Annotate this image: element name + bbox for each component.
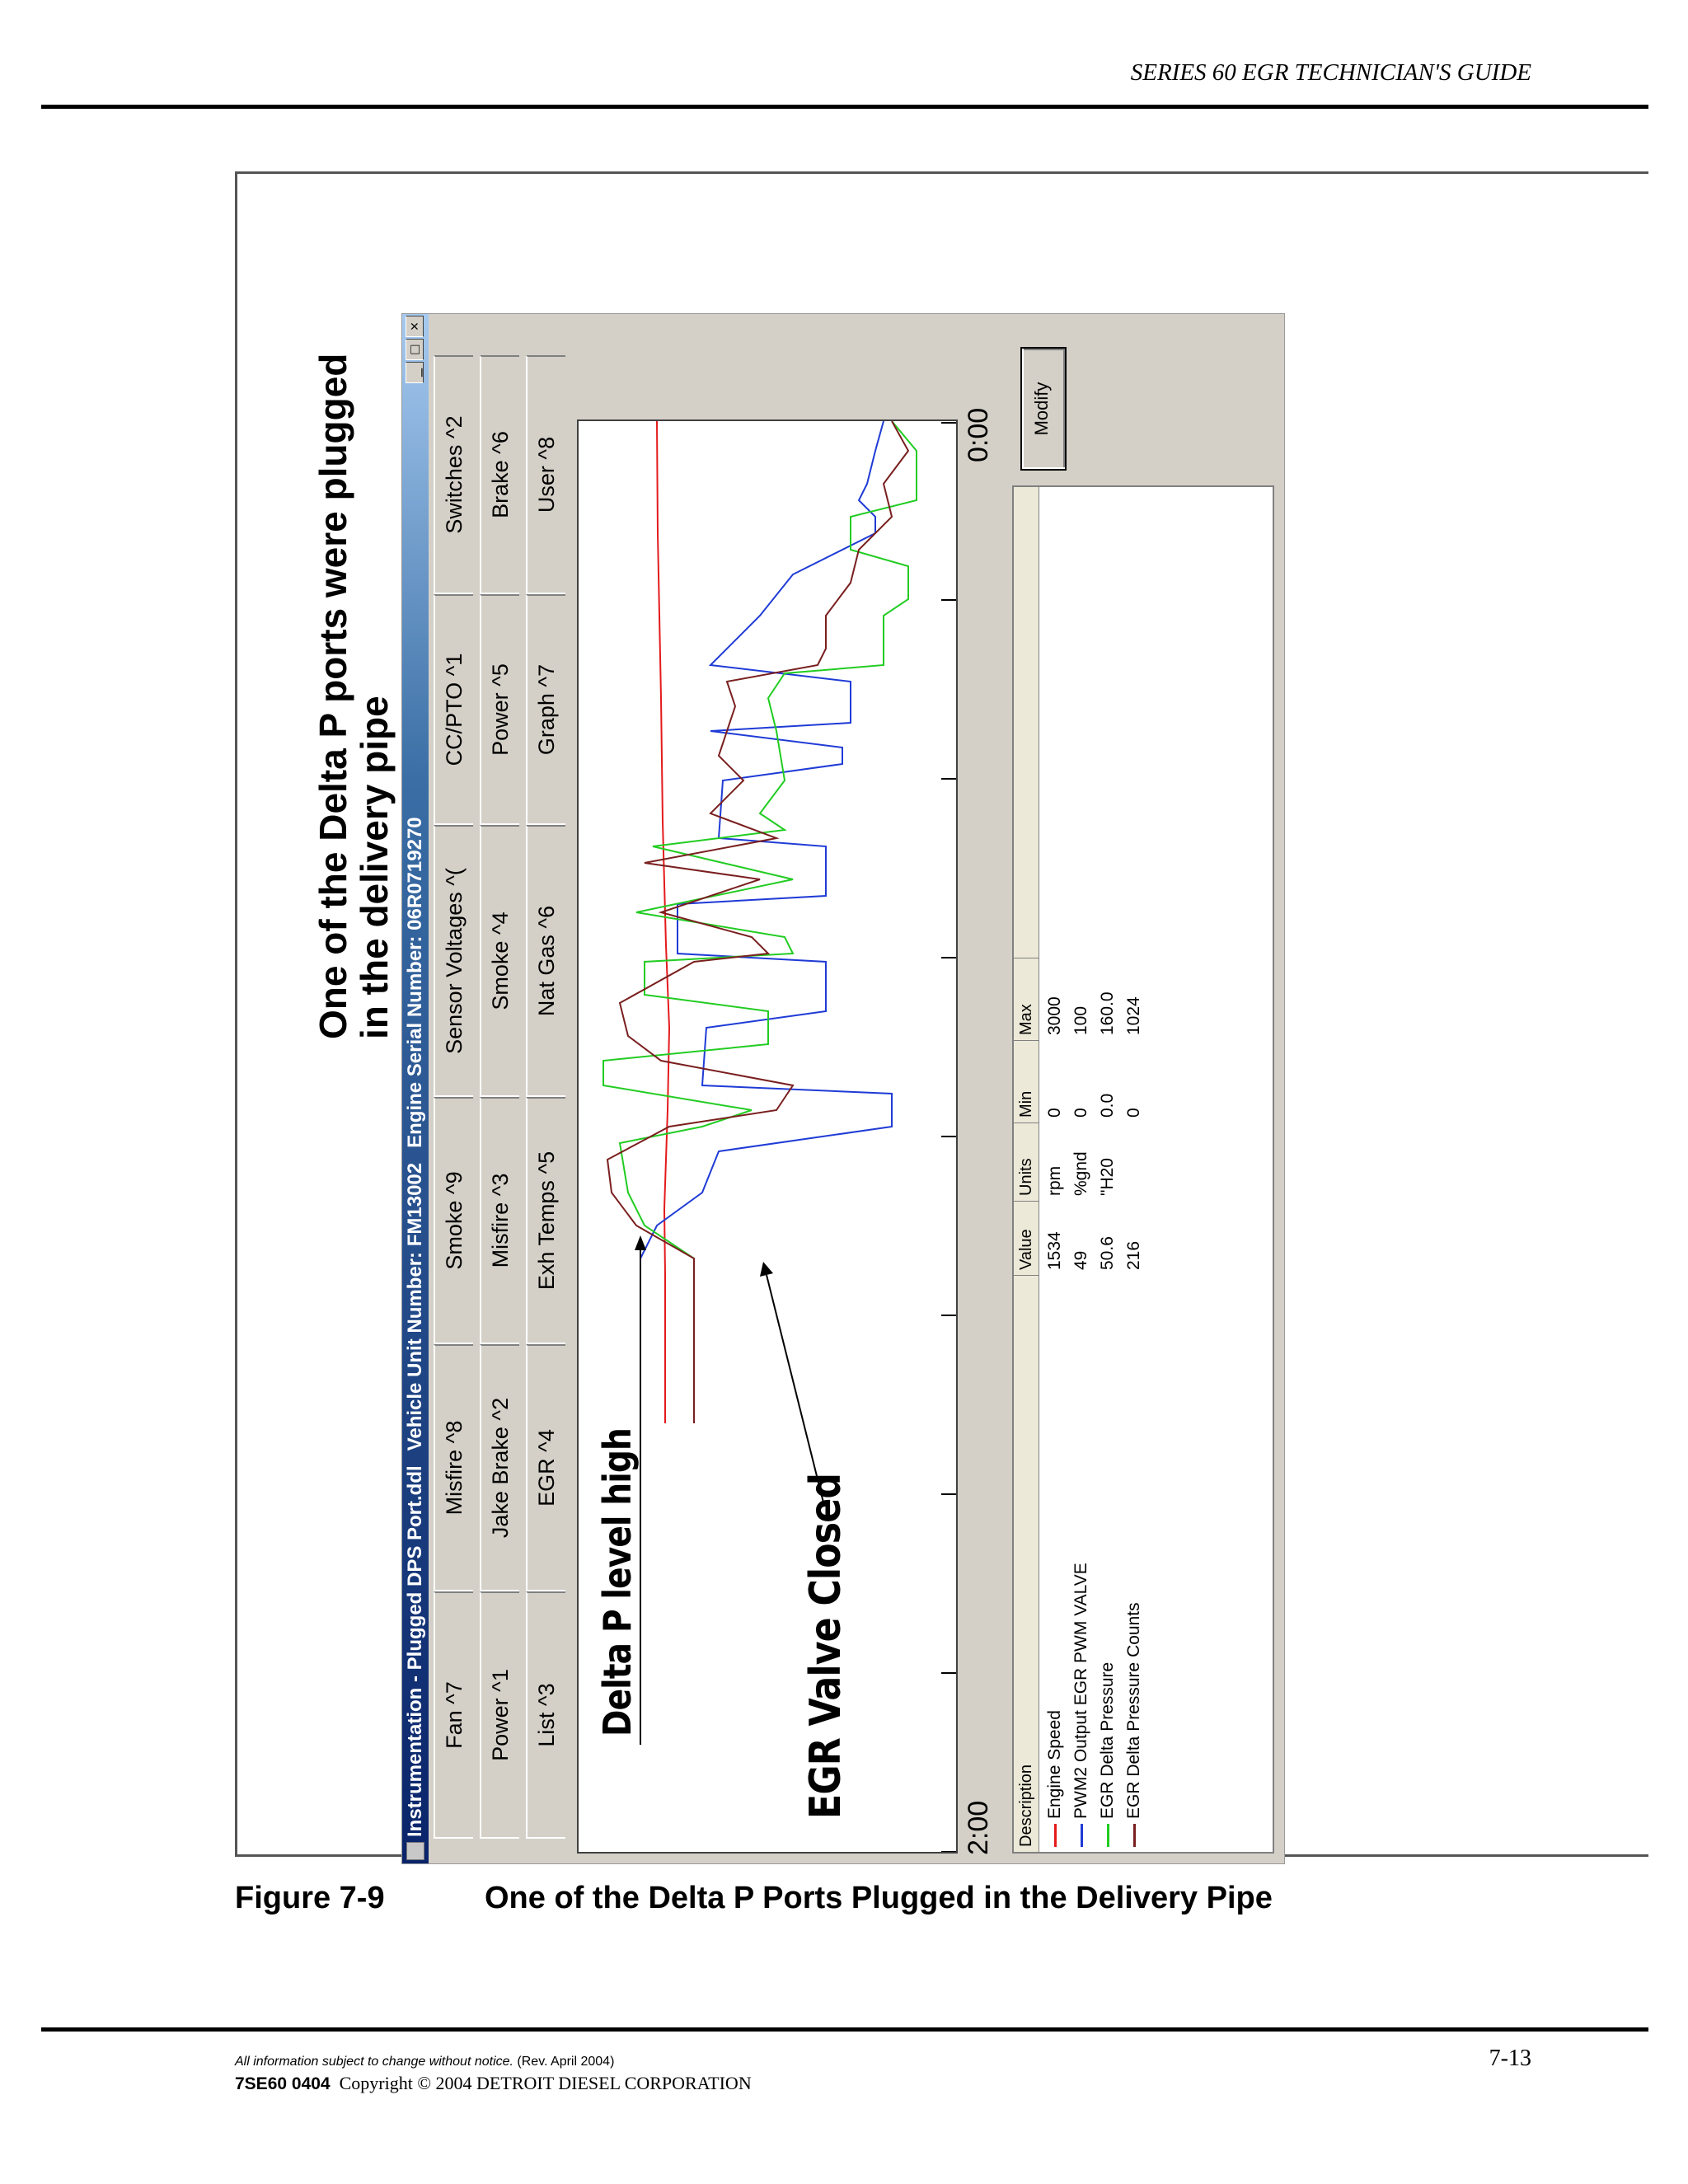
legend-units: %gnd [1071, 1151, 1090, 1196]
footer-note-text: All information subject to change without notice. [235, 2055, 513, 2069]
legend-row[interactable] [1042, 487, 1068, 1852]
legend-description: EGR Delta Pressure Counts [1121, 1602, 1147, 1847]
legend-row[interactable] [1068, 487, 1095, 1852]
tab-grid [430, 314, 569, 1863]
copyright-text: Copyright © 2004 DETROIT DIESEL CORPORATION [339, 2073, 752, 2093]
swatch-icon [1081, 1824, 1083, 1847]
figure-number: Figure 7-9 [235, 1881, 385, 1915]
time-axis-start: 2:00 [963, 1800, 994, 1855]
egr-closed-arrow [767, 1275, 824, 1506]
legend-row[interactable] [1095, 487, 1121, 1852]
tab-smoke[interactable]: Smoke ^9 [434, 1097, 473, 1344]
legend-value: 216 [1124, 1240, 1143, 1270]
legend-description: Engine Speed [1042, 1710, 1068, 1847]
egr-closed-annotation: EGR Valve Closed [801, 1473, 851, 1819]
tab-sensor-voltages[interactable]: Sensor Voltages ^( [434, 825, 473, 1097]
tab-fan[interactable]: Fan ^7 [434, 1591, 473, 1839]
tab-smoke-2[interactable]: Smoke ^4 [480, 825, 519, 1097]
legend-row[interactable] [1121, 487, 1147, 1852]
doc-id: 7SE60 0404 [235, 2074, 331, 2093]
legend-value: 1534 [1045, 1231, 1064, 1270]
tab-row-1 [430, 314, 476, 1863]
footer-note [235, 2055, 614, 2069]
footer-rule [41, 2027, 1648, 2032]
legend-min: 0.0 [1098, 1093, 1117, 1118]
delta-p-annotation: Delta P level high [595, 1427, 640, 1736]
page-header: SERIES 60 EGR TECHNICIAN'S GUIDE [1130, 59, 1531, 86]
minimize-button[interactable]: _ [406, 362, 424, 383]
close-button[interactable]: × [406, 316, 424, 337]
window-titlebar[interactable] [402, 314, 429, 1863]
tab-graph[interactable]: Graph ^7 [526, 594, 565, 825]
tab-power-2[interactable]: Power ^5 [480, 594, 519, 825]
tab-power[interactable]: Power ^1 [480, 1591, 519, 1839]
tab-misfire-2[interactable]: Misfire ^3 [480, 1097, 519, 1344]
col-description: Description [1014, 1275, 1039, 1852]
col-units: Units [1014, 1122, 1039, 1201]
legend-units: rpm [1045, 1165, 1064, 1196]
tab-exh-temps[interactable]: Exh Temps ^5 [526, 1097, 565, 1344]
egr-delta-pressure-counts-trace [607, 421, 908, 1423]
legend-description: EGR Delta Pressure [1095, 1662, 1121, 1847]
engine-speed-trace [657, 421, 669, 1423]
col-value: Value [1014, 1201, 1039, 1275]
time-ticks [941, 423, 956, 1852]
figure-frame [235, 171, 1648, 1857]
egr-closed-arrowhead [760, 1262, 773, 1277]
time-axis-end: 0:00 [963, 407, 994, 462]
header-rule [41, 105, 1648, 109]
app-icon [406, 1842, 424, 1860]
figure-title: One of the Delta P Ports Plugged in the Delivery Pipe [485, 1881, 1273, 1915]
tab-switches[interactable]: Switches ^2 [434, 355, 473, 594]
swatch-icon [1107, 1824, 1109, 1847]
annotation-heading-line2: in the delivery pipe [353, 696, 396, 1039]
legend-max: 3000 [1045, 996, 1064, 1035]
graph-plot-area [577, 419, 958, 1854]
swatch-icon [1133, 1824, 1136, 1847]
tab-nat-gas[interactable]: Nat Gas ^6 [526, 825, 565, 1097]
legend-max: 160.0 [1098, 991, 1117, 1035]
instrumentation-window [312, 314, 1284, 1863]
legend-value: 50.6 [1098, 1236, 1117, 1270]
tab-row-2 [476, 314, 523, 1863]
egr-delta-pressure-trace [603, 421, 917, 1423]
tab-user[interactable]: User ^8 [526, 355, 565, 594]
legend-header [1014, 487, 1039, 1852]
swatch-icon [1054, 1824, 1057, 1847]
legend-table [1012, 485, 1274, 1854]
col-max: Max [1014, 958, 1039, 1040]
window-title: Instrumentation - Plugged DPS Port.ddl [404, 1465, 426, 1837]
tab-brake[interactable]: Brake ^6 [480, 355, 519, 594]
legend-max: 1024 [1124, 996, 1143, 1035]
tab-misfire[interactable]: Misfire ^8 [434, 1344, 473, 1591]
legend-units: "H20 [1098, 1158, 1117, 1196]
tab-egr[interactable]: EGR ^4 [526, 1344, 565, 1591]
footer-copyright [235, 2073, 752, 2094]
tab-row-3 [523, 314, 569, 1863]
legend-max: 100 [1071, 1005, 1090, 1035]
engine-serial-number: Engine Serial Number: 06R0719270 [404, 817, 426, 1148]
footer-rev: (Rev. April 2004) [517, 2055, 615, 2069]
delta-p-arrowhead [635, 1235, 646, 1250]
maximize-button[interactable]: □ [406, 339, 424, 360]
legend-min: 0 [1045, 1108, 1064, 1118]
legend-value: 49 [1071, 1250, 1090, 1270]
modify-button[interactable]: Modify [1020, 347, 1067, 471]
vehicle-unit-number: Vehicle Unit Number: FM13002 [404, 1162, 426, 1451]
legend-min: 0 [1071, 1108, 1090, 1118]
tab-list[interactable]: List ^3 [526, 1591, 565, 1839]
tab-cc-pto[interactable]: CC/PTO ^1 [434, 594, 473, 825]
col-min: Min [1014, 1040, 1039, 1122]
legend-min: 0 [1124, 1108, 1143, 1118]
annotation-heading-line1: One of the Delta P ports were plugged [312, 353, 354, 1039]
legend-description: PWM2 Output EGR PWM VALVE [1068, 1563, 1095, 1847]
page-number: 7-13 [1489, 2046, 1531, 2071]
tab-jake-brake[interactable]: Jake Brake ^2 [480, 1344, 519, 1591]
